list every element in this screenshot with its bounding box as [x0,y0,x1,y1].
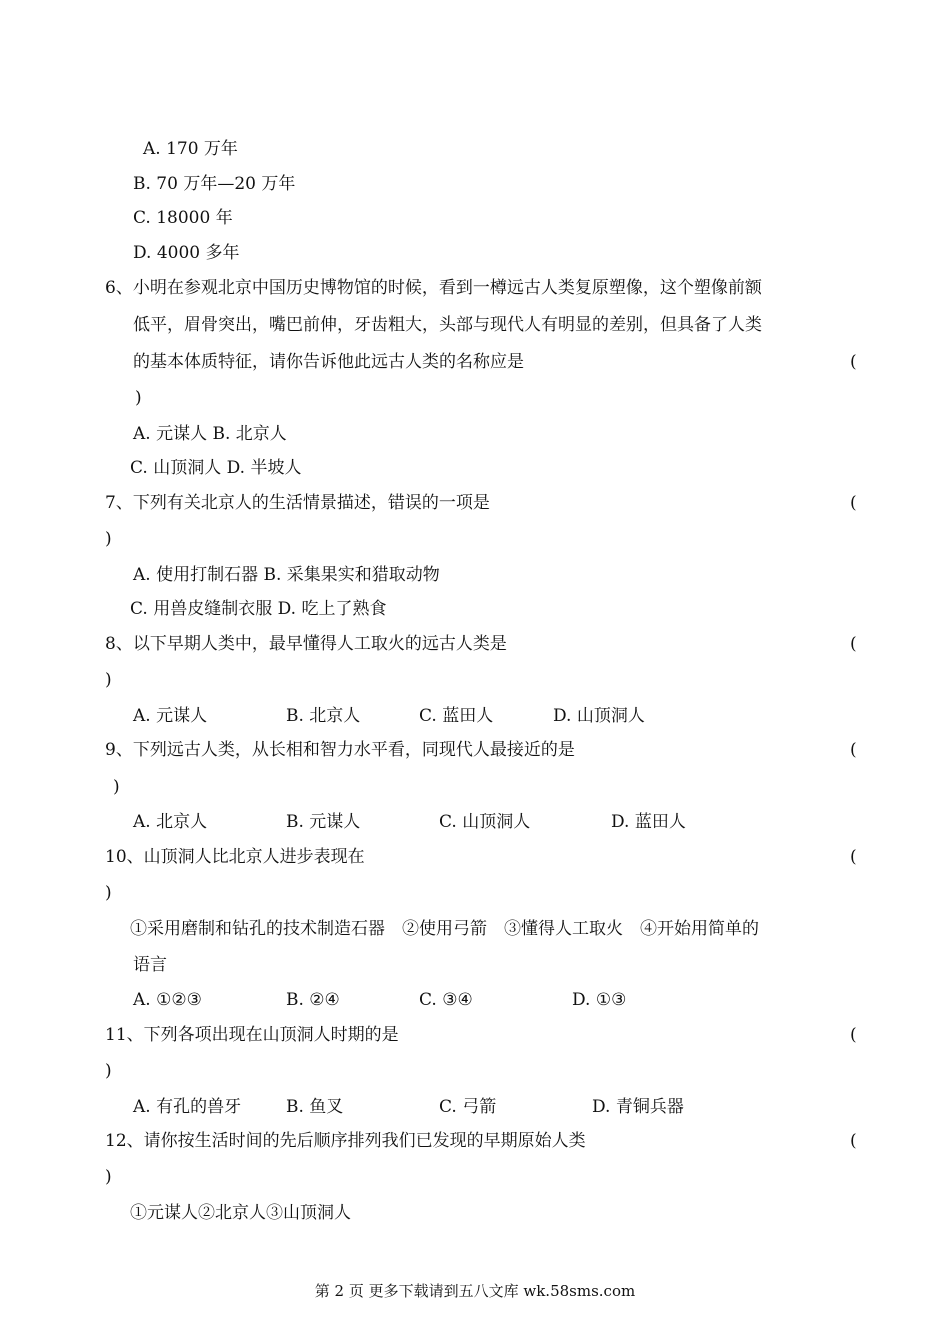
q9-option-b: B. 元谋人 [286,812,361,832]
q8-paren-open: ( [850,634,857,654]
q11-option-d: D. 青铜兵器 [592,1097,684,1117]
q6-text-line3: 的基本体质特征，请你告诉他此远古人类的名称应是 [133,352,524,372]
q8-option-a: A. 元谋人 [133,706,208,726]
q6-options-ab: A. 元谋人 B. 北京人 [133,424,287,444]
page-footer: 第 2 页 更多下载请到五八文库 wk.58sms.com [314,1282,636,1300]
q9-option-a: A. 北京人 [133,812,208,832]
q12-paren-open: ( [850,1131,857,1151]
q9-text: 9、下列远古人类，从长相和智力水平看，同现代人最接近的是 [105,740,575,760]
q8-paren-close: ) [105,670,112,690]
q10-text: 10、山顶洞人比北京人进步表现在 [105,847,365,867]
q10-option-d: D. ①③ [572,990,627,1010]
q5-option-b: B. 70 万年—20 万年 [133,174,296,194]
q12-text: 12、请你按生活时间的先后顺序排列我们已发现的早期原始人类 [105,1131,586,1151]
q7-options-ab: A. 使用打制石器 B. 采集果实和猎取动物 [133,565,440,585]
q8-option-c: C. 蓝田人 [419,706,494,726]
q9-paren-open: ( [850,740,857,760]
q8-option-d: D. 山顶洞人 [553,706,645,726]
q9-option-c: C. 山顶洞人 [439,812,531,832]
q8-option-b: B. 北京人 [286,706,361,726]
q12-paren-close: ) [105,1167,112,1187]
q6-options-cd: C. 山顶洞人 D. 半坡人 [130,458,302,478]
q10-paren-close: ) [105,883,112,903]
q10-option-c: C. ③④ [419,990,473,1010]
q10-paren-open: ( [850,847,857,867]
q6-paren-close: ) [135,388,142,408]
q11-text: 11、下列各项出现在山顶洞人时期的是 [105,1025,399,1045]
q10-option-a: A. ①②③ [133,990,202,1010]
q7-options-cd: C. 用兽皮缝制衣服 D. 吃上了熟食 [130,599,387,619]
q11-paren-open: ( [850,1025,857,1045]
q11-paren-close: ) [105,1061,112,1081]
q5-option-d: D. 4000 多年 [133,243,240,263]
q5-option-a: A. 170 万年 [143,139,238,159]
q6-paren-open: ( [850,352,857,372]
q9-paren-close: ) [113,777,120,797]
q10-option-b: B. ②④ [286,990,340,1010]
q10-statements-line1: ①采用磨制和钻孔的技术制造石器 ②使用弓箭 ③懂得人工取火 ④开始用简单的 [130,919,759,939]
q10-statements-line2: 语言 [133,955,167,975]
q6-text-line2: 低平，眉骨突出，嘴巴前伸，牙齿粗大，头部与现代人有明显的差别，但具备了人类 [133,315,762,335]
q7-paren-open: ( [850,493,857,513]
q12-items: ①元谋人②北京人③山顶洞人 [130,1203,351,1223]
q7-text: 7、下列有关北京人的生活情景描述，错误的一项是 [105,493,490,513]
q8-text: 8、以下早期人类中，最早懂得人工取火的远古人类是 [105,634,507,654]
q5-option-c: C. 18000 年 [133,208,233,228]
q11-option-b: B. 鱼叉 [286,1097,344,1117]
q11-option-a: A. 有孔的兽牙 [133,1097,242,1117]
q9-option-d: D. 蓝田人 [611,812,686,832]
q7-paren-close: ) [105,529,112,549]
q11-option-c: C. 弓箭 [439,1097,497,1117]
q6-text-line1: 6、小明在参观北京中国历史博物馆的时候，看到一樽远古人类复原塑像，这个塑像前额 [105,278,762,298]
